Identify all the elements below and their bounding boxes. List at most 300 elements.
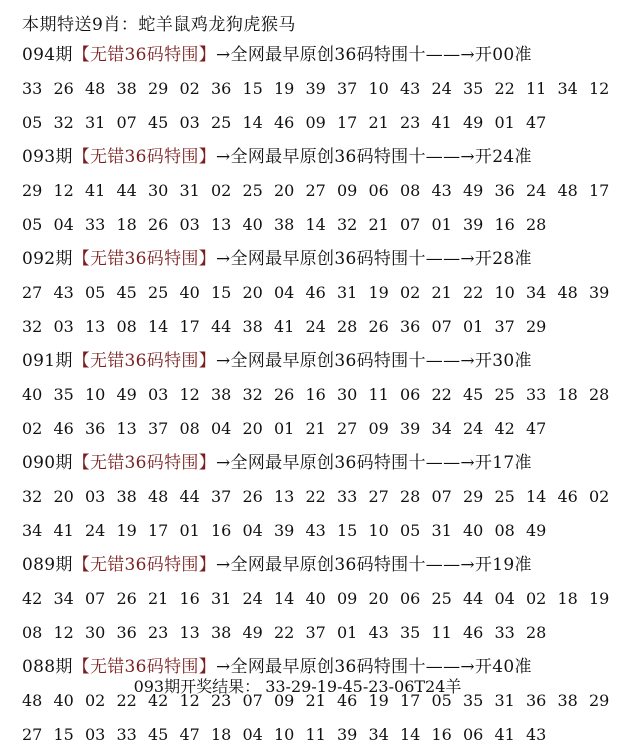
- number-cell: 41: [85, 181, 106, 200]
- number-cell: 43: [305, 521, 326, 540]
- period-label: 092期: [22, 249, 73, 269]
- highlight-tag: 【无错36码特围】: [72, 555, 216, 575]
- number-cell: 18: [211, 725, 232, 744]
- number-row: [22, 72, 610, 106]
- number-cell: 39: [305, 79, 326, 98]
- highlight-tag: 【无错36码特围】: [72, 249, 216, 269]
- number-cell: 29: [148, 79, 169, 98]
- period-block: [22, 140, 610, 242]
- number-cell: 47: [526, 113, 547, 132]
- number-cell: 36: [211, 79, 232, 98]
- number-cell: 37: [494, 317, 515, 336]
- number-cell: 34: [368, 725, 389, 744]
- number-cell: 07: [400, 215, 421, 234]
- number-cell: 36: [116, 623, 137, 642]
- number-cell: 42: [22, 589, 43, 608]
- number-cell: 28: [526, 215, 547, 234]
- number-cell: 35: [53, 385, 74, 404]
- number-cell: 44: [463, 589, 484, 608]
- number-cell: 33: [494, 623, 515, 642]
- number-cell: 34: [431, 419, 452, 438]
- number-cell: 38: [116, 487, 137, 506]
- number-cell: 06: [368, 181, 389, 200]
- number-cell: 04: [494, 589, 515, 608]
- number-cell: 18: [557, 385, 578, 404]
- period-block: [22, 242, 610, 344]
- number-cell: 07: [431, 317, 452, 336]
- number-cell: 26: [148, 215, 169, 234]
- number-cell: 24: [463, 419, 484, 438]
- highlight-tag: 【无错36码特围】: [72, 657, 216, 677]
- number-cell: 27: [22, 283, 43, 302]
- number-cell: 02: [211, 181, 232, 200]
- period-label: 094期: [22, 45, 73, 65]
- number-cell: 01: [431, 215, 452, 234]
- number-cell: 14: [242, 113, 263, 132]
- number-cell: 35: [463, 691, 484, 710]
- number-cell: 35: [400, 623, 421, 642]
- number-cell: 07: [116, 113, 137, 132]
- number-cell: 12: [589, 79, 610, 98]
- number-cell: 20: [274, 181, 295, 200]
- number-cell: 32: [242, 385, 263, 404]
- number-cell: 41: [53, 521, 74, 540]
- number-cell: 42: [148, 691, 169, 710]
- number-cell: 49: [463, 181, 484, 200]
- number-cell: 07: [431, 487, 452, 506]
- number-cell: 35: [463, 79, 484, 98]
- number-cell: 48: [557, 283, 578, 302]
- number-cell: 10: [274, 725, 295, 744]
- number-cell: 41: [494, 725, 515, 744]
- number-cell: 38: [274, 215, 295, 234]
- number-cell: 08: [179, 419, 200, 438]
- number-cell: 14: [274, 589, 295, 608]
- number-cell: 10: [85, 385, 106, 404]
- number-row: [22, 174, 610, 208]
- number-row: [22, 106, 582, 140]
- number-cell: 14: [400, 725, 421, 744]
- number-cell: 26: [274, 385, 295, 404]
- number-cell: 13: [179, 623, 200, 642]
- period-headline: [22, 344, 582, 378]
- number-cell: 40: [242, 215, 263, 234]
- number-cell: 29: [463, 487, 484, 506]
- number-cell: 04: [274, 283, 295, 302]
- number-cell: 16: [494, 215, 515, 234]
- number-cell: 12: [53, 623, 74, 642]
- period-label: 089期: [22, 555, 73, 575]
- number-cell: 45: [148, 725, 169, 744]
- number-cell: 26: [368, 317, 389, 336]
- number-cell: 27: [368, 487, 389, 506]
- number-cell: 10: [368, 521, 389, 540]
- number-cell: 37: [305, 623, 326, 642]
- number-cell: 06: [463, 725, 484, 744]
- number-row: [22, 310, 582, 344]
- number-cell: 27: [22, 725, 43, 744]
- number-cell: 17: [589, 181, 610, 200]
- number-cell: 49: [116, 385, 137, 404]
- number-cell: 48: [22, 691, 43, 710]
- period-block: [22, 38, 610, 140]
- number-cell: 21: [305, 419, 326, 438]
- number-cell: 08: [494, 521, 515, 540]
- number-cell: 24: [85, 521, 106, 540]
- number-cell: 26: [53, 79, 74, 98]
- number-cell: 29: [22, 181, 43, 200]
- number-cell: 03: [53, 317, 74, 336]
- number-row: [22, 582, 610, 616]
- number-cell: 05: [85, 283, 106, 302]
- number-cell: 31: [431, 521, 452, 540]
- period-label: 088期: [22, 657, 73, 677]
- period-block: [22, 650, 610, 752]
- number-cell: 31: [179, 181, 200, 200]
- number-cell: 13: [116, 419, 137, 438]
- number-cell: 19: [368, 691, 389, 710]
- number-cell: 47: [179, 725, 200, 744]
- number-row: [22, 514, 582, 548]
- number-cell: 43: [431, 181, 452, 200]
- number-cell: 36: [494, 181, 515, 200]
- number-cell: 28: [337, 317, 358, 336]
- number-cell: 11: [368, 385, 389, 404]
- number-cell: 46: [274, 113, 295, 132]
- number-cell: 38: [211, 385, 232, 404]
- number-cell: 20: [242, 283, 263, 302]
- number-cell: 45: [148, 113, 169, 132]
- number-cell: 20: [242, 419, 263, 438]
- number-cell: 19: [116, 521, 137, 540]
- number-cell: 49: [526, 521, 547, 540]
- number-cell: 26: [242, 487, 263, 506]
- number-row: [22, 412, 582, 446]
- number-cell: 45: [116, 283, 137, 302]
- number-row: [22, 378, 610, 412]
- period-headline: [22, 446, 582, 480]
- number-cell: 16: [179, 589, 200, 608]
- number-cell: 32: [53, 113, 74, 132]
- number-cell: 05: [22, 113, 43, 132]
- number-cell: 22: [463, 283, 484, 302]
- number-cell: 40: [463, 521, 484, 540]
- number-cell: 26: [116, 589, 137, 608]
- number-cell: 01: [494, 113, 515, 132]
- number-cell: 32: [337, 215, 358, 234]
- number-cell: 39: [274, 521, 295, 540]
- number-cell: 08: [22, 623, 43, 642]
- number-cell: 37: [148, 419, 169, 438]
- number-cell: 02: [400, 283, 421, 302]
- number-cell: 37: [211, 487, 232, 506]
- number-cell: 16: [211, 521, 232, 540]
- number-cell: 46: [53, 419, 74, 438]
- number-cell: 13: [274, 487, 295, 506]
- number-cell: 32: [22, 317, 43, 336]
- number-cell: 46: [337, 691, 358, 710]
- number-row: [22, 208, 582, 242]
- headline-tail: →全网最早原创36码特围十——→开30准: [216, 351, 532, 371]
- number-cell: 34: [22, 521, 43, 540]
- headline-tail: →全网最早原创36码特围十——→开19准: [216, 555, 532, 575]
- number-cell: 23: [400, 113, 421, 132]
- number-cell: 24: [526, 181, 547, 200]
- number-cell: 04: [242, 521, 263, 540]
- number-cell: 05: [22, 215, 43, 234]
- number-cell: 09: [368, 419, 389, 438]
- number-cell: 40: [22, 385, 43, 404]
- number-cell: 02: [526, 589, 547, 608]
- period-headline: [22, 242, 582, 276]
- number-cell: 07: [242, 691, 263, 710]
- number-cell: 31: [337, 283, 358, 302]
- number-cell: 34: [53, 589, 74, 608]
- number-cell: 07: [85, 589, 106, 608]
- number-cell: 30: [85, 623, 106, 642]
- number-cell: 03: [85, 487, 106, 506]
- number-cell: 09: [337, 589, 358, 608]
- number-cell: 16: [305, 385, 326, 404]
- number-cell: 36: [526, 691, 547, 710]
- period-label: 090期: [22, 453, 73, 473]
- number-cell: 44: [211, 317, 232, 336]
- number-cell: 14: [148, 317, 169, 336]
- number-cell: 16: [431, 725, 452, 744]
- number-cell: 33: [22, 79, 43, 98]
- number-cell: 25: [494, 385, 515, 404]
- number-cell: 11: [526, 79, 547, 98]
- number-cell: 21: [368, 113, 389, 132]
- number-cell: 01: [179, 521, 200, 540]
- number-cell: 25: [211, 113, 232, 132]
- number-cell: 03: [148, 385, 169, 404]
- headline-tail: →全网最早原创36码特围十——→开24准: [216, 147, 532, 167]
- number-cell: 18: [116, 215, 137, 234]
- number-cell: 31: [494, 691, 515, 710]
- number-cell: 20: [368, 589, 389, 608]
- number-cell: 33: [526, 385, 547, 404]
- number-cell: 02: [589, 487, 610, 506]
- number-cell: 42: [494, 419, 515, 438]
- number-cell: 01: [337, 623, 358, 642]
- number-cell: 15: [337, 521, 358, 540]
- number-cell: 25: [431, 589, 452, 608]
- number-cell: 44: [179, 487, 200, 506]
- number-cell: 09: [305, 113, 326, 132]
- number-cell: 39: [589, 283, 610, 302]
- number-cell: 13: [85, 317, 106, 336]
- number-cell: 37: [337, 79, 358, 98]
- number-cell: 30: [337, 385, 358, 404]
- number-cell: 22: [431, 385, 452, 404]
- number-cell: 12: [179, 385, 200, 404]
- headline-tail: →全网最早原创36码特围十——→开28准: [216, 249, 532, 269]
- intro-line: 本期特送9肖：蛇羊鼠鸡龙狗虎猴马: [22, 15, 296, 35]
- number-cell: 01: [463, 317, 484, 336]
- draw-result-footer: 093期开奖结果： 33-29-19-45-23-06T24羊: [133, 677, 462, 696]
- number-cell: 30: [148, 181, 169, 200]
- period-label: 091期: [22, 351, 73, 371]
- number-cell: 19: [368, 283, 389, 302]
- number-cell: 43: [368, 623, 389, 642]
- number-cell: 25: [494, 487, 515, 506]
- number-cell: 40: [179, 283, 200, 302]
- number-cell: 13: [211, 215, 232, 234]
- number-cell: 46: [305, 283, 326, 302]
- number-cell: 27: [305, 181, 326, 200]
- period-headline: [22, 548, 582, 582]
- highlight-tag: 【无错36码特围】: [72, 351, 216, 371]
- highlight-tag: 【无错36码特围】: [72, 45, 216, 65]
- number-cell: 23: [211, 691, 232, 710]
- number-cell: 19: [274, 79, 295, 98]
- number-cell: 48: [557, 181, 578, 200]
- number-cell: 47: [526, 419, 547, 438]
- number-cell: 21: [368, 215, 389, 234]
- number-cell: 36: [400, 317, 421, 336]
- number-cell: 41: [274, 317, 295, 336]
- number-row: [22, 276, 610, 310]
- number-cell: 29: [589, 691, 610, 710]
- number-cell: 39: [337, 725, 358, 744]
- number-cell: 25: [242, 181, 263, 200]
- number-cell: 46: [557, 487, 578, 506]
- number-cell: 28: [400, 487, 421, 506]
- period-block: [22, 344, 610, 446]
- number-cell: 38: [211, 623, 232, 642]
- number-cell: 45: [463, 385, 484, 404]
- number-cell: 02: [22, 419, 43, 438]
- number-cell: 24: [431, 79, 452, 98]
- number-cell: 38: [242, 317, 263, 336]
- number-cell: 49: [463, 113, 484, 132]
- number-cell: 49: [242, 623, 263, 642]
- number-cell: 23: [148, 623, 169, 642]
- period-block: [22, 548, 610, 650]
- number-cell: 40: [53, 691, 74, 710]
- number-cell: 17: [179, 317, 200, 336]
- number-cell: 39: [463, 215, 484, 234]
- number-cell: 33: [116, 725, 137, 744]
- number-cell: 01: [274, 419, 295, 438]
- number-cell: 05: [400, 521, 421, 540]
- number-cell: 08: [116, 317, 137, 336]
- number-cell: 12: [179, 691, 200, 710]
- number-cell: 22: [494, 79, 515, 98]
- number-cell: 33: [85, 215, 106, 234]
- number-cell: 29: [526, 317, 547, 336]
- number-row: [22, 480, 610, 514]
- number-cell: 32: [22, 487, 43, 506]
- number-cell: 05: [431, 691, 452, 710]
- number-cell: 21: [305, 691, 326, 710]
- number-cell: 21: [148, 589, 169, 608]
- number-cell: 09: [274, 691, 295, 710]
- number-cell: 10: [494, 283, 515, 302]
- number-cell: 04: [242, 725, 263, 744]
- number-cell: 06: [400, 385, 421, 404]
- headline-tail: →全网最早原创36码特围十——→开40准: [216, 657, 532, 677]
- number-cell: 15: [211, 283, 232, 302]
- number-cell: 28: [589, 385, 610, 404]
- number-cell: 38: [557, 691, 578, 710]
- number-cell: 18: [557, 589, 578, 608]
- number-cell: 08: [400, 181, 421, 200]
- number-cell: 12: [53, 181, 74, 200]
- period-block: [22, 446, 610, 548]
- number-cell: 22: [305, 487, 326, 506]
- number-cell: 02: [179, 79, 200, 98]
- number-cell: 02: [85, 691, 106, 710]
- number-cell: 31: [85, 113, 106, 132]
- number-row: [22, 718, 582, 752]
- number-cell: 31: [211, 589, 232, 608]
- number-cell: 48: [85, 79, 106, 98]
- number-cell: 24: [242, 589, 263, 608]
- number-cell: 38: [116, 79, 137, 98]
- period-headline: [22, 140, 582, 174]
- number-cell: 24: [305, 317, 326, 336]
- number-cell: 25: [148, 283, 169, 302]
- headline-tail: →全网最早原创36码特围十——→开17准: [216, 453, 532, 473]
- number-cell: 10: [368, 79, 389, 98]
- number-cell: 40: [305, 589, 326, 608]
- number-cell: 15: [53, 725, 74, 744]
- number-cell: 33: [337, 487, 358, 506]
- number-cell: 03: [179, 215, 200, 234]
- headline-tail: →全网最早原创36码特围十——→开00准: [216, 45, 532, 65]
- number-cell: 19: [589, 589, 610, 608]
- number-cell: 27: [337, 419, 358, 438]
- number-cell: 17: [337, 113, 358, 132]
- number-cell: 20: [53, 487, 74, 506]
- number-cell: 04: [211, 419, 232, 438]
- number-cell: 03: [179, 113, 200, 132]
- number-cell: 36: [85, 419, 106, 438]
- number-cell: 39: [400, 419, 421, 438]
- number-cell: 22: [116, 691, 137, 710]
- number-cell: 34: [557, 79, 578, 98]
- number-cell: 41: [431, 113, 452, 132]
- number-cell: 48: [148, 487, 169, 506]
- number-cell: 14: [305, 215, 326, 234]
- highlight-tag: 【无错36码特围】: [72, 147, 216, 167]
- number-cell: 34: [526, 283, 547, 302]
- number-row: [22, 616, 582, 650]
- number-cell: 44: [116, 181, 137, 200]
- number-cell: 17: [400, 691, 421, 710]
- period-label: 093期: [22, 147, 73, 167]
- period-headline: [22, 38, 582, 72]
- number-cell: 43: [400, 79, 421, 98]
- number-cell: 43: [53, 283, 74, 302]
- number-cell: 28: [526, 623, 547, 642]
- number-cell: 06: [400, 589, 421, 608]
- number-cell: 21: [431, 283, 452, 302]
- number-cell: 11: [431, 623, 452, 642]
- number-cell: 17: [148, 521, 169, 540]
- highlight-tag: 【无错36码特围】: [72, 453, 216, 473]
- number-cell: 43: [526, 725, 547, 744]
- number-cell: 09: [337, 181, 358, 200]
- number-cell: 46: [463, 623, 484, 642]
- number-cell: 22: [274, 623, 295, 642]
- number-cell: 15: [242, 79, 263, 98]
- number-cell: 14: [526, 487, 547, 506]
- number-cell: 03: [85, 725, 106, 744]
- number-cell: 11: [305, 725, 326, 744]
